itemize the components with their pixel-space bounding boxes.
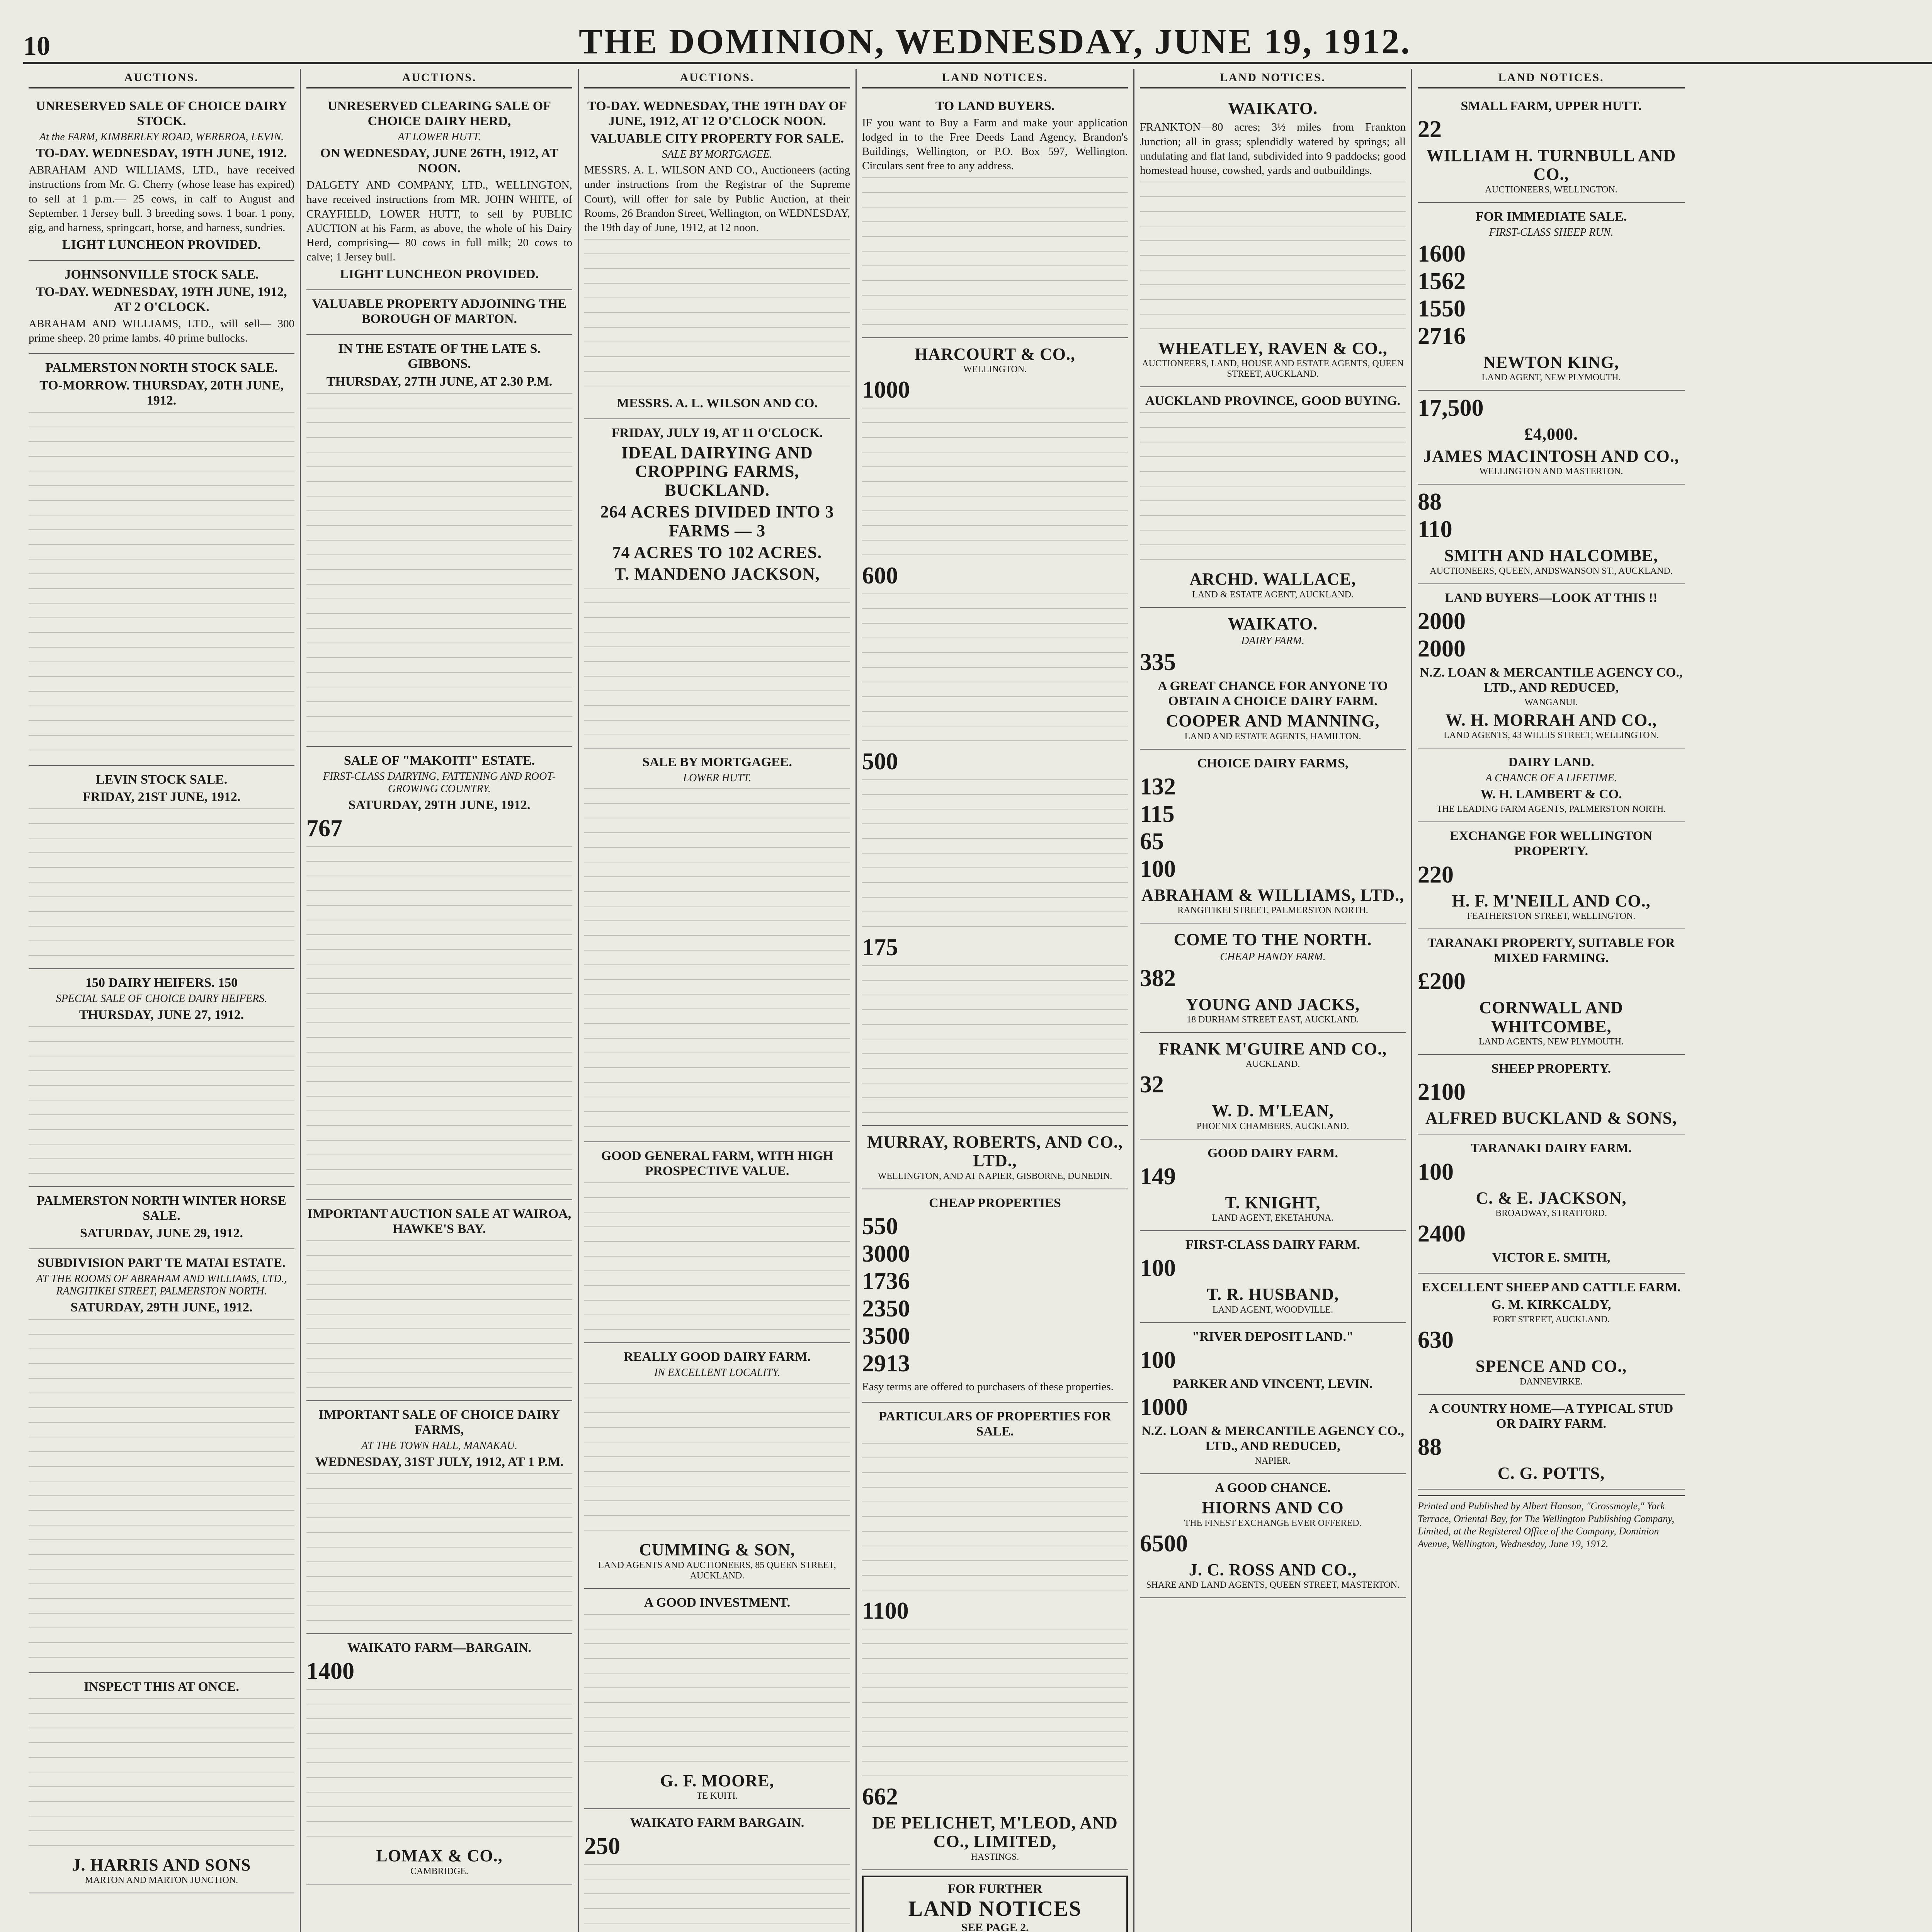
ad-date: WEDNESDAY, 31ST JULY, 1912, AT 1 P.M. [315,1455,564,1469]
ad-text-block [1140,182,1406,336]
ad-heading: IDEAL DAIRYING AND CROPPING FARMS, BUCKLAND. [621,443,813,500]
advertiser-name: WILLIAM H. TURNBULL AND CO., [1426,146,1676,184]
advertiser-address: WELLINGTON. [963,364,1027,374]
advertiser-name: T. KNIGHT, [1225,1193,1321,1212]
ad-heading: A GOOD CHANCE. [1215,1481,1331,1495]
ad-heading: SALE OF "MAKOITI" ESTATE. [344,753,535,768]
ad-text-block [584,788,850,1136]
ad-text-block [862,177,1128,332]
ad-date: SATURDAY, JUNE 29, 1912. [80,1226,243,1241]
ad-heading: WAIKATO FARM BARGAIN. [630,1816,804,1830]
land-notice [1140,608,1406,750]
ad-heading: PARTICULARS OF PROPERTIES FOR SALE. [879,1409,1111,1439]
land-notice [862,1126,1128,1189]
auction-notice [306,290,572,335]
masthead [23,15,1932,64]
advertiser-name: HIORNS AND CO [1202,1498,1344,1517]
columns [23,69,1932,1932]
ad-text-block [306,846,572,1194]
advertiser-address: TE KUITI. [696,1791,738,1801]
advertiser-name: WHEATLEY, RAVEN & CO., [1158,338,1388,358]
advertiser-name: JAMES MACINTOSH AND CO., [1423,446,1679,466]
acreage-figure: 88 [1418,489,1442,515]
advertiser-address: AUCTIONEERS, LAND, HOUSE AND ESTATE AGENTS, QUEEN STREET, AUCKLAND. [1142,359,1404,379]
ad-date: TO-MORROW. THURSDAY, 20TH JUNE, 1912. [39,378,284,408]
acreage-figure: 17,500 [1418,395,1484,422]
acreage-figure: 630 [1418,1327,1454,1354]
ad-text-block [862,1629,1128,1783]
land-notice [1418,203,1685,391]
acreage-figure: 2350 [862,1295,910,1322]
ad-text-block [29,1026,294,1181]
auction-notice [29,766,294,969]
ad-heading: 150 DAIRY HEIFERS. 150 [85,975,238,990]
ad-body: Easy terms are offered to purchasers of these properties. [862,1380,1114,1393]
ad-subheading: FIRST-CLASS DAIRYING, FATTENING AND ROOT-GROWING COUNTRY. [323,770,556,795]
acreage-figure: 1600 [1418,240,1466,267]
ad-heading: FIRST-CLASS DAIRY FARM. [1185,1238,1360,1252]
advertiser-address: THE LEADING FARM AGENTS, PALMERSTON NORTH. [1436,804,1666,815]
advertiser-name: W. H. LAMBERT & CO. [1480,787,1622,802]
ad-text-block [584,588,850,742]
land-notice [1140,1231,1406,1323]
acreage-figure: 600 [862,562,898,589]
auction-notice [306,747,572,1200]
ad-date: ON WEDNESDAY, JUNE 26TH, 1912, AT NOON. [320,146,558,176]
acreage-figure: 1400 [306,1658,354,1685]
advertiser-address: FEATHERSTON STREET, WELLINGTON. [1467,911,1636,921]
auction-notice [306,92,572,290]
ad-text-block [29,412,294,760]
advertiser-address: AUCTIONEERS, QUEEN, ANDSWANSON ST., AUCKLAND. [1430,566,1673,576]
ad-text-block [862,965,1128,1120]
auction-notice [29,354,294,765]
advertiser-address: AUCTIONEERS, WELLINGTON. [1485,184,1617,195]
ad-heading: LEVIN STOCK SALE. [95,772,228,787]
ad-text-block [584,1614,850,1769]
acreage-figure: 88 [1418,1434,1442,1460]
ad-note: A GREAT CHANCE FOR ANYONE TO OBTAIN A CHOICE DAIRY FARM. [1158,679,1388,709]
land-notice [1140,1139,1406,1231]
land-notice [1418,929,1685,1055]
ad-text-block [862,779,1128,934]
advertiser-name: T. R. HUSBAND, [1206,1285,1339,1304]
ad-body: ABRAHAM AND WILLIAMS, LTD., have received instructions from Mr. G. Cherry (whose lease has expired) to sell at 1 p.m.— 25 cows, in calf to August and September. 1 Jersey bull. 3 breeding sows. 1 boar. 1 pony, gig, and harness, springcart, horse, and harness, sundries. [29,164,294,234]
ad-heading: CHEAP PROPERTIES [929,1196,1061,1210]
acreage-figure: 500 [862,748,898,775]
advertiser-address: HASTINGS. [971,1852,1019,1862]
ad-heading: WAIKATO. [1228,99,1318,118]
acreage-figure: 115 [1140,801,1175,827]
advertiser-name: ARCHD. WALLACE, [1189,570,1356,589]
ad-body: FRANKTON—80 acres; 3½ miles from Frankton Junction; all in grass; splendidly watered by springs; all undulating and flat land, subdivided into 9 paddocks; good homestead house, cowshed, yards and outbuildings. [1140,121,1406,177]
acreage-line: 74 ACRES TO 102 ACRES. [612,543,822,562]
advertiser-address: LAND AGENTS, NEW PLYMOUTH. [1478,1036,1624,1047]
ad-text-block [29,1319,294,1667]
ad-heading: UNRESERVED CLEARING SALE OF CHOICE DAIRY HERD, [328,99,551,129]
auction-notice [584,1589,850,1809]
acreage-figure: 1562 [1418,268,1466,294]
acreage-figure: 2913 [862,1350,910,1377]
acreage-figure: 6500 [1140,1530,1188,1557]
acreage-figure: 65 [1140,828,1164,855]
advertiser-address: LAND AGENTS AND AUCTIONEERS, 85 QUEEN STREET, AUCKLAND. [598,1560,836,1581]
ad-subheading: A CHANCE OF A LIFETIME. [1485,772,1617,784]
auction-notice [584,1343,850,1588]
land-notice [1140,750,1406,923]
ad-heading: TARANAKI DAIRY FARM. [1471,1141,1632,1156]
auction-notice [29,969,294,1187]
advertiser-name: DE PELICHET, M'LEOD, AND CO., LIMITED, [872,1813,1118,1851]
column-heading: AUCTIONS. [29,69,294,88]
auction-notice [306,1401,572,1634]
advertiser-address: LAND AGENT, WOODVILLE. [1212,1304,1333,1315]
auction-notice [29,1673,294,1893]
ad-subheading: AT THE TOWN HALL, MANAKAU. [361,1440,517,1452]
ad-heading: REALLY GOOD DAIRY FARM. [624,1350,811,1364]
column-5 [1134,69,1412,1932]
land-notice [1140,923,1406,1033]
advertiser-address: BROADWAY, STRATFORD. [1495,1208,1607,1218]
advertiser-address: WELLINGTON, AND AT NAPIER, GISBORNE, DUNEDIN. [878,1171,1112,1181]
ad-heading: LAND BUYERS—LOOK AT THIS !! [1445,590,1658,605]
acreage-figure: 2000 [1418,608,1466,634]
acreage-figure: 100 [1140,855,1176,882]
acreage-figure: 132 [1140,773,1176,800]
acreage-figure: 2716 [1418,323,1466,349]
advertiser-address: MARTON AND MARTON JUNCTION. [85,1875,238,1886]
auction-notice [306,1200,572,1401]
ad-date: SATURDAY, 29TH JUNE, 1912. [70,1300,253,1315]
ad-date: SATURDAY, 29TH JUNE, 1912. [348,798,531,812]
ad-date: TO-DAY. WEDNESDAY, 19TH JUNE, 1912. [36,146,287,161]
advertiser-name: J. HARRIS AND SONS [72,1855,251,1874]
further-notices-banner [862,1876,1128,1932]
advertiser-address: LAND & ESTATE AGENT, AUCKLAND. [1192,589,1354,600]
ad-date: THURSDAY, 27TH JUNE, AT 2.30 P.M. [326,374,553,389]
ad-body: ABRAHAM AND WILLIAMS, LTD., will sell— 300 prime sheep. 20 prime lambs. 40 prime bullocks. [29,318,294,345]
ad-text-block [584,1383,850,1537]
advertiser-name: W. H. MORRAH AND CO., [1445,710,1657,730]
ad-text-block [862,408,1128,562]
land-notice [1418,748,1685,822]
advertiser-address: LAND AGENTS, 43 WILLIS STREET, WELLINGTON. [1444,730,1659,741]
acreage-figure: 110 [1418,516,1452,543]
ad-heading: TO LAND BUYERS. [935,99,1055,113]
land-notice [1140,92,1406,387]
advertiser-name: VICTOR E. SMITH, [1492,1250,1611,1265]
acreage-line: 264 ACRES DIVIDED INTO 3 FARMS — 3 [600,502,834,540]
ad-subheading: SPECIAL SALE OF CHOICE DAIRY HEIFERS. [56,992,267,1005]
ad-heading: VALUABLE PROPERTY ADJOINING THE BOROUGH OF MARTON. [312,297,567,327]
land-notice [862,1403,1128,1870]
price-figure: £4,000. [1524,425,1578,444]
acreage-figure: 32 [1140,1071,1164,1098]
advertiser-name: PARKER AND VINCENT, LEVIN. [1173,1376,1373,1391]
advertiser-address: LAND AGENT, NEW PLYMOUTH. [1481,372,1621,383]
acreage-figure: 220 [1418,861,1454,888]
ad-heading: DAIRY LAND. [1508,755,1594,770]
land-notice [1418,391,1685,485]
column-6 [1412,69,1690,1932]
ad-heading: IN THE ESTATE OF THE LATE S. GIBBONS. [338,342,541,371]
auction-notice [584,419,850,748]
advertiser-name: NEWTON KING, [1483,352,1619,372]
ad-subheading: At the FARM, KIMBERLEY ROAD, WEREROA, LEVIN. [39,131,284,143]
advertiser-address: WELLINGTON AND MASTERTON. [1479,466,1623,477]
acreage-figure: 250 [584,1833,620,1860]
advertiser-address: FORT STREET, AUCKLAND. [1492,1315,1610,1325]
advertiser-name: LOMAX & CO., [376,1846,503,1866]
land-notice [862,338,1128,1126]
ad-text-block [306,393,572,741]
acreage-figure: 1000 [862,376,910,403]
ad-text-block [584,1864,850,1932]
ad-text-block [862,1443,1128,1597]
ad-subheading: AT THE ROOMS OF ABRAHAM AND WILLIAMS, LTD., RANGITIKEI STREET, PALMERSTON NORTH. [36,1273,287,1298]
ad-text-block [862,594,1128,748]
price-figure: £200 [1418,968,1466,995]
ad-date: TO-DAY. WEDNESDAY, 19TH JUNE, 1912, AT 2 O'CLOCK. [36,285,287,315]
land-notice [1418,584,1685,749]
advertiser-address: CAMBRIDGE. [410,1866,468,1876]
advertiser-name: CUMMING & SON, [639,1540,795,1560]
ad-text-block [306,1240,572,1395]
ad-heading: COME TO THE NORTH. [1173,930,1372,949]
advertiser-name: FRANK M'GUIRE AND CO., [1158,1039,1387,1058]
land-notice [1418,92,1685,203]
land-notice [1418,485,1685,584]
ad-date: THURSDAY, JUNE 27, 1912. [79,1007,244,1022]
column-heading: AUCTIONS. [584,69,850,88]
auction-notice [584,92,850,419]
ad-text-block [584,1182,850,1337]
acreage-figure: 175 [862,934,898,961]
ad-text-block [29,808,294,963]
ad-heading: A GOOD INVESTMENT. [644,1595,791,1610]
auction-notice [29,1249,294,1673]
column-2 [301,69,579,1932]
acreage-figure: 550 [862,1213,898,1240]
ad-heading: FOR IMMEDIATE SALE. [1475,209,1627,224]
ad-text-block [306,1689,572,1844]
auction-notice [306,335,572,747]
ad-date: FRIDAY, JULY 19, AT 11 O'CLOCK. [611,425,823,440]
printer-imprint: Printed and Published by Albert Hanson, "Crossmoyle," York Terrace, Oriental Bay, for The Wellington Publishing Company, Limited, at the Registered Office of the Company, Dominion Avenue, Wellington, Wednesday, June 19, 1912. [1418,1495,1685,1550]
column-heading: AUCTIONS. [306,69,572,88]
advertiser-address: 18 DURHAM STREET EAST, AUCKLAND. [1187,1014,1359,1025]
ad-heading: A COUNTRY HOME—A TYPICAL STUD OR DAIRY FARM. [1429,1401,1673,1431]
advertiser-address: RANGITIKEI STREET, PALMERSTON NORTH. [1177,905,1368,916]
acreage-figure: 1100 [862,1598,909,1624]
auction-notice [584,748,850,1142]
acreage-figure: 767 [306,815,342,842]
advertiser-name: CORNWALL AND WHITCOMBE, [1479,998,1623,1036]
land-notice [1418,1055,1685,1134]
ad-heading: PALMERSTON NORTH STOCK SALE. [45,361,278,375]
column-1 [23,69,301,1932]
auction-notice [584,1142,850,1343]
column-heading: LAND NOTICES. [1418,69,1685,88]
advertiser-name: G. M. KIRKCALDY, [1491,1298,1611,1312]
column-3 [579,69,857,1932]
auction-notice [584,1809,850,1932]
newspaper-title: THE DOMINION, WEDNESDAY, JUNE 19, 1912. [579,22,1411,61]
advertiser-name: HARCOURT & CO., [915,344,1075,364]
ad-heading: VALUABLE CITY PROPERTY FOR SALE. [590,131,844,146]
advertiser-name: W. D. M'LEAN, [1212,1101,1334,1121]
advertiser-address: AUCKLAND. [1245,1059,1300,1070]
ad-heading: GOOD GENERAL FARM, WITH HIGH PROSPECTIVE VALUE. [601,1148,833,1178]
ad-heading: UNRESERVED SALE OF CHOICE DAIRY STOCK. [36,99,287,129]
auction-notice [29,92,294,261]
advertiser-name: H. F. M'NEILL AND CO., [1452,891,1651,910]
advertiser-name: C. G. POTTS, [1497,1463,1605,1483]
ad-text-block [29,1698,294,1853]
ad-heading: CHOICE DAIRY FARMS, [1197,756,1349,770]
ad-body: DALGETY AND COMPANY, LTD., WELLINGTON, have received instructions from MR. JOHN WHITE, of CRAYFIELD, LOWER HUTT, to sell by PUBLIC AUCTION at his Farm, as above, the whole of his Dairy Herd, comprising— 80 cows in full milk; 20 cows to calve; 1 Jersey bull. [306,179,572,263]
ad-heading: SMALL FARM, UPPER HUTT. [1461,99,1642,113]
land-notice [1140,1474,1406,1598]
land-notice [1140,1323,1406,1474]
ad-heading: EXCHANGE FOR WELLINGTON PROPERTY. [1450,829,1653,859]
ad-heading: SALE BY MORTGAGEE. [642,755,792,769]
land-notice [1140,1033,1406,1139]
advertiser-name: COOPER AND MANNING, [1166,711,1380,731]
ad-body: MESSRS. A. L. WILSON AND CO., Auctioneers (acting under instructions from the Registrar of the Supreme Court), will offer for sale by Public Auction, at their Rooms, 26 Brandon Street, Wellington, on WEDNESDAY, the 19th day of June, 1912, at 12 noon. [584,164,850,234]
banner-line: FOR FURTHER [947,1881,1043,1896]
advertiser-address: LAND AND ESTATE AGENTS, HAMILTON. [1184,731,1361,742]
acreage-figure: 2100 [1418,1079,1466,1105]
acreage-figure: 2400 [1418,1220,1466,1247]
advertiser-name: C. & E. JACKSON, [1476,1188,1627,1208]
advertiser-address: THE FINEST EXCHANGE EVER OFFERED. [1184,1518,1362,1528]
ad-heading: WAIKATO. [1228,614,1318,633]
acreage-figure: 100 [1140,1255,1176,1282]
ad-heading: IMPORTANT SALE OF CHOICE DAIRY FARMS, [318,1407,560,1437]
ad-heading: WAIKATO FARM—BARGAIN. [347,1641,532,1655]
land-notice [862,92,1128,338]
ad-heading: INSPECT THIS AT ONCE. [84,1679,239,1694]
ad-heading: EXCELLENT SHEEP AND CATTLE FARM. [1422,1280,1681,1294]
auction-notice [306,1634,572,1884]
ad-date: FRIDAY, 21ST JUNE, 1912. [82,789,241,804]
advertiser-name: SMITH AND HALCOMBE, [1444,546,1658,565]
advertiser-name: MURRAY, ROBERTS, AND CO., LTD., [867,1132,1123,1170]
advertiser-address: WANGANUI. [1524,697,1578,707]
acreage-figure: 3500 [862,1323,910,1349]
ad-subheading: IN EXCELLENT LOCALITY. [654,1367,781,1379]
acreage-figure: 1000 [1140,1394,1188,1420]
advertiser-name: YOUNG AND JACKS, [1186,995,1360,1014]
acreage-figure: 662 [862,1784,898,1810]
advertiser-name: ALFRED BUCKLAND & SONS, [1425,1109,1677,1128]
advertiser-address: DANNEVIRKE. [1519,1376,1583,1387]
ad-text-block [584,239,850,393]
advertiser-name: SPENCE AND CO., [1475,1357,1627,1376]
ad-subheading: LOWER HUTT. [683,772,752,784]
ad-heading: SHEEP PROPERTY. [1491,1061,1611,1076]
ad-heading: GOOD DAIRY FARM. [1208,1146,1338,1160]
ad-heading: IMPORTANT AUCTION SALE AT WAIROA, HAWKE'S BAY. [307,1206,571,1236]
column-heading: LAND NOTICES. [1140,69,1406,88]
ad-heading: TARANAKI PROPERTY, SUITABLE FOR MIXED FARMING. [1427,935,1675,966]
ad-heading: "RIVER DEPOSIT LAND." [1192,1329,1354,1344]
advertiser-name: N.Z. LOAN & MERCANTILE AGENCY CO., LTD., AND REDUCED, [1141,1423,1404,1453]
advertiser-name: N.Z. LOAN & MERCANTILE AGENCY CO., LTD., AND REDUCED, [1420,665,1683,695]
ad-note: LIGHT LUNCHEON PROVIDED. [62,237,261,252]
advertiser-address: NAPIER. [1255,1456,1291,1466]
land-notice [1418,822,1685,929]
ad-body: IF you want to Buy a Farm and make your application lodged in to the Free Deeds Land Agency, Brandon's Buildings, Wellington, or P.O. Box 597, Wellington. Circulars sent free to any address. [862,117,1128,172]
advertiser-name: ABRAHAM & WILLIAMS, LTD., [1141,885,1405,905]
land-notice [862,1189,1128,1403]
land-notice [1418,1395,1685,1490]
acreage-figure: 100 [1140,1347,1176,1373]
banner-line: LAND NOTICES [908,1896,1082,1921]
acreage-figure: 335 [1140,649,1176,676]
advertiser-name: G. F. MOORE, [660,1771,774,1790]
column-4 [857,69,1134,1932]
advertiser-name: MESSRS. A. L. WILSON AND CO. [617,396,818,410]
ad-text-block [1140,412,1406,567]
acreage-figure: 2000 [1418,635,1466,662]
ad-heading: AUCKLAND PROVINCE, GOOD BUYING. [1145,394,1401,408]
ad-subheading: SALE BY MORTGAGEE. [662,148,772,161]
ad-subheading: CHEAP HANDY FARM. [1220,951,1326,963]
page-number: 10 [23,31,50,61]
auction-notice [29,1187,294,1249]
auction-notice [29,261,294,354]
acreage-figure: 149 [1140,1163,1176,1190]
acreage-figure: 1550 [1418,295,1466,322]
ad-subheading: AT LOWER HUTT. [398,131,481,143]
ad-text-block [306,1473,572,1628]
acreage-figure: 22 [1418,116,1442,143]
ad-heading: PALMERSTON NORTH WINTER HORSE SALE. [37,1194,286,1223]
advertiser-address: SHARE AND LAND AGENTS, QUEEN STREET, MASTERTON. [1146,1580,1400,1590]
acreage-figure: 100 [1418,1158,1454,1185]
land-notice [1418,1274,1685,1395]
ad-heading: SUBDIVISION PART TE MATAI ESTATE. [37,1256,286,1270]
ad-heading: JOHNSONVILLE STOCK SALE. [64,267,259,282]
banner-line: SEE PAGE 2. [961,1921,1029,1932]
advertiser-address: PHOENIX CHAMBERS, AUCKLAND. [1196,1121,1349,1131]
acreage-figure: 1736 [862,1268,910,1294]
acreage-figure: 382 [1140,965,1176,992]
land-notice [1140,387,1406,607]
ad-subheading: FIRST-CLASS SHEEP RUN. [1489,226,1614,238]
acreage-figure: 3000 [862,1240,910,1267]
land-notice [1418,1134,1685,1274]
ad-date: TO-DAY. WEDNESDAY, THE 19TH DAY OF JUNE, 1912, AT 12 O'CLOCK NOON. [587,99,847,129]
advertiser-address: LAND AGENT, EKETAHUNA. [1212,1213,1334,1223]
ad-note: LIGHT LUNCHEON PROVIDED. [340,267,539,282]
advertiser-name: T. MANDENO JACKSON, [614,565,820,584]
advertiser-name: J. C. ROSS AND CO., [1189,1560,1357,1579]
column-heading: LAND NOTICES. [862,69,1128,88]
ad-subheading: DAIRY FARM. [1241,635,1304,647]
